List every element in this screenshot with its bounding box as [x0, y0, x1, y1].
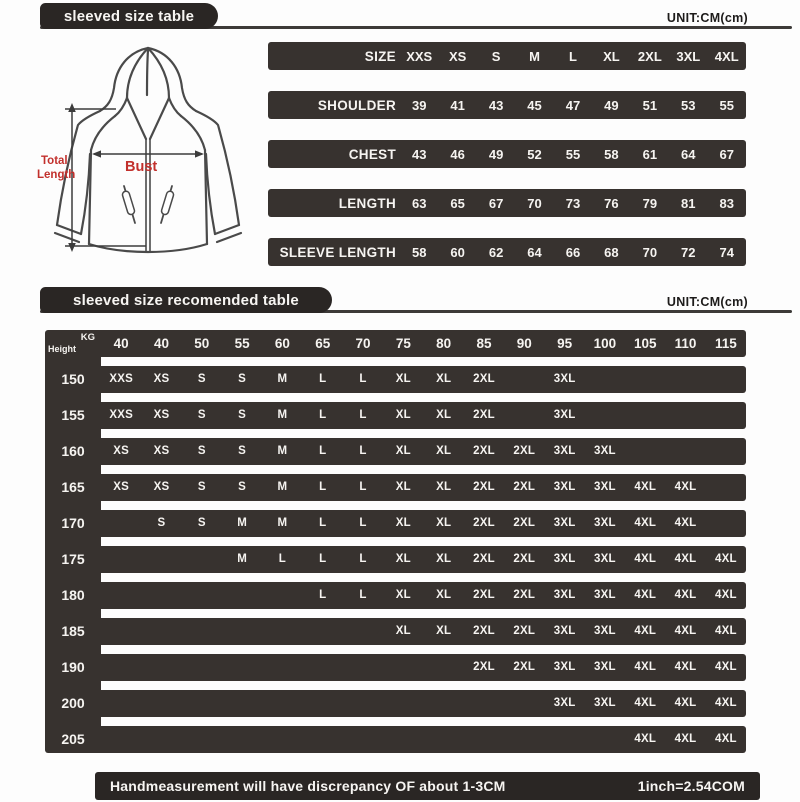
recommend-empty-cell: [343, 618, 383, 645]
size-row-label: SHOULDER: [317, 97, 396, 113]
recommend-size-cell: XL: [395, 445, 411, 457]
weight-header-cell: 70: [355, 336, 371, 351]
recommend-empty-cell: [625, 366, 665, 393]
size-value-cell: 76: [604, 195, 619, 211]
footer-disclaimer: Handmeasurement will have discrepancy OF about 1-3CM: [110, 778, 506, 794]
recommend-empty-cell: [464, 726, 504, 753]
recommend-size-cell: 2XL: [473, 373, 495, 385]
size-value-cell: 74: [719, 244, 734, 260]
weight-header-cell: 50: [194, 336, 210, 351]
size-value-cell: M: [529, 48, 540, 64]
recommend-size-cell: 3XL: [553, 661, 576, 673]
recommend-size-cell: 3XL: [594, 625, 616, 637]
recommend-empty-cell: [101, 510, 141, 537]
recommend-empty-cell: [262, 618, 302, 645]
recommend-size-cell: 4XL: [634, 481, 657, 493]
recommend-size-cell: L: [278, 553, 287, 565]
recommend-size-cell: L: [359, 553, 367, 565]
recommend-size-cell: 4XL: [634, 697, 657, 709]
recommend-size-cell: S: [238, 373, 247, 385]
height-label: 180: [61, 587, 85, 603]
recommend-size-cell: M: [277, 409, 288, 421]
recommend-row: [101, 726, 746, 753]
left-pocket-zip: [122, 190, 136, 215]
hoodie-diagram: [28, 38, 268, 280]
size-value-cell: 83: [719, 195, 734, 211]
measurement-arrows: [65, 109, 202, 246]
recommend-size-cell: 4XL: [714, 697, 737, 709]
recommend-row: [101, 402, 746, 429]
recommend-empty-cell: [262, 726, 302, 753]
size-value-cell: 73: [565, 195, 581, 211]
recommend-size-cell: 3XL: [553, 589, 576, 601]
size-value-cell: 72: [681, 244, 696, 260]
size-value-cell: 64: [681, 146, 696, 162]
recommend-size-cell: 3XL: [594, 589, 616, 601]
recommend-size-cell: S: [197, 373, 206, 385]
recommend-size-cell: 3XL: [553, 409, 576, 421]
recommend-size-cell: XL: [436, 589, 452, 601]
size-value-cell: 45: [527, 97, 542, 113]
recommend-size-cell: 4XL: [674, 661, 697, 673]
recommend-empty-cell: [424, 654, 464, 681]
height-strip: [45, 330, 101, 753]
recommend-size-cell: 4XL: [634, 553, 657, 565]
recommend-size-cell: XL: [395, 517, 411, 529]
size-row-values: [400, 98, 746, 113]
recommend-size-cell: XS: [113, 445, 130, 457]
recommend-size-cell: 3XL: [553, 553, 576, 565]
recommend-size-cell: S: [238, 445, 247, 457]
recommend-size-cell: M: [277, 517, 288, 529]
weight-header-cell: 110: [674, 336, 697, 351]
size-value-cell: 55: [565, 146, 581, 162]
recommend-empty-cell: [182, 618, 222, 645]
recommend-empty-cell: [504, 690, 544, 717]
recommend-size-cell: 3XL: [553, 517, 576, 529]
recommend-size-cell: 2XL: [473, 517, 495, 529]
recommend-size-cell: XS: [113, 481, 130, 493]
weight-header-cell: 55: [234, 336, 250, 351]
total-length-label-line2: Length: [37, 169, 76, 181]
recommend-empty-cell: [262, 690, 302, 717]
size-row-label: CHEST: [348, 146, 396, 162]
recommend-size-cell: S: [197, 481, 206, 493]
recommend-size-cell: M: [277, 481, 288, 493]
height-label: 160: [61, 443, 85, 459]
recommend-size-cell: 3XL: [594, 661, 616, 673]
recommend-row: [101, 510, 746, 537]
recommend-empty-cell: [182, 690, 222, 717]
recommend-size-cell: 4XL: [674, 481, 697, 493]
recommend-empty-cell: [665, 438, 705, 465]
recommend-empty-cell: [222, 690, 262, 717]
recommend-empty-cell: [222, 618, 262, 645]
recommend-empty-cell: [585, 726, 625, 753]
weight-header-row: [101, 330, 746, 357]
recommend-size-cell: 4XL: [674, 697, 697, 709]
size-value-cell: 55: [719, 97, 734, 113]
size-value-cell: 65: [450, 195, 465, 211]
recommend-size-cell: XL: [436, 625, 452, 637]
recommend-size-cell: XXS: [109, 373, 133, 385]
recommend-size-cell: 2XL: [473, 625, 495, 637]
weight-header-cell: 115: [714, 336, 737, 351]
weight-header-cell: 80: [436, 336, 452, 351]
recommend-row: [101, 438, 746, 465]
recommend-size-cell: 2XL: [513, 625, 536, 637]
size-value-cell: 64: [527, 244, 542, 260]
recommend-size-cell: 3XL: [594, 481, 616, 493]
recommend-size-cell: L: [319, 445, 327, 457]
hoodie-outline: [55, 48, 241, 252]
height-label: 205: [61, 731, 85, 747]
recommend-table-banner-label: sleeved size recomended table: [73, 291, 299, 309]
recommend-size-cell: S: [197, 409, 206, 421]
recommend-empty-cell: [665, 402, 705, 429]
weight-header-cell: 40: [113, 336, 129, 351]
recommend-size-cell: S: [197, 445, 206, 457]
recommend-empty-cell: [262, 654, 302, 681]
recommend-size-cell: 4XL: [634, 625, 657, 637]
size-value-cell: 52: [527, 146, 542, 162]
recommend-size-cell: 3XL: [594, 517, 616, 529]
size-value-cell: 4XL: [714, 48, 739, 64]
size-row-label: SIZE: [364, 48, 396, 64]
recommend-row: [101, 366, 746, 393]
size-table-banner-label: sleeved size table: [63, 7, 195, 25]
recommend-size-cell: M: [237, 553, 247, 565]
recommend-empty-cell: [141, 618, 181, 645]
size-row-values: [400, 196, 746, 211]
height-label: 170: [61, 515, 85, 531]
recommend-size-cell: 4XL: [634, 517, 657, 529]
size-value-cell: 60: [450, 244, 465, 260]
weight-header-cell: 85: [476, 336, 492, 351]
unit-label-top: UNIT:CM(cm): [666, 11, 748, 25]
size-value-cell: 43: [488, 97, 504, 113]
recommend-size-cell: XL: [436, 517, 452, 529]
recommend-size-cell: 2XL: [473, 661, 495, 673]
recommend-size-cell: 4XL: [714, 661, 737, 673]
size-value-cell: 43: [411, 146, 427, 162]
recommend-row: [101, 690, 746, 717]
weight-header-cell: 60: [274, 336, 290, 351]
recommend-size-cell: 4XL: [634, 733, 657, 745]
recommend-empty-cell: [706, 474, 746, 501]
recommend-size-cell: 2XL: [513, 661, 536, 673]
recommend-size-cell: L: [359, 373, 367, 385]
recommend-size-cell: L: [319, 373, 327, 385]
recommend-empty-cell: [585, 366, 625, 393]
size-value-cell: 49: [604, 97, 619, 113]
recommend-size-cell: L: [319, 553, 327, 565]
recommend-empty-cell: [141, 582, 181, 609]
recommend-size-cell: 4XL: [674, 553, 697, 565]
recommend-size-cell: 4XL: [674, 517, 697, 529]
recommend-size-cell: XL: [436, 553, 452, 565]
recommend-empty-cell: [141, 654, 181, 681]
recommend-size-cell: S: [238, 409, 247, 421]
size-value-cell: 2XL: [637, 48, 662, 64]
recommend-row: [101, 654, 746, 681]
recommend-size-cell: 2XL: [473, 481, 495, 493]
recommend-empty-cell: [706, 510, 746, 537]
recommend-size-cell: 3XL: [553, 697, 576, 709]
size-value-cell: 62: [488, 244, 504, 260]
recommend-size-cell: L: [359, 409, 367, 421]
recommend-size-cell: L: [319, 409, 327, 421]
size-value-cell: XL: [603, 48, 620, 64]
recommend-size-cell: XL: [395, 373, 411, 385]
recommend-size-cell: M: [277, 445, 288, 457]
recommend-size-cell: S: [238, 481, 247, 493]
recommend-size-cell: XS: [153, 373, 170, 385]
recommend-empty-cell: [101, 618, 141, 645]
height-label: 155: [61, 407, 85, 423]
weight-header-cell: 40: [153, 336, 169, 351]
recommend-size-cell: L: [319, 517, 327, 529]
recommend-row: [101, 546, 746, 573]
recommend-empty-cell: [222, 582, 262, 609]
recommend-size-cell: XS: [153, 481, 170, 493]
recommend-empty-cell: [544, 726, 584, 753]
recommend-size-cell: 4XL: [714, 733, 737, 745]
height-label: 190: [61, 659, 85, 675]
unit-label-bottom: UNIT:CM(cm): [666, 295, 748, 309]
recommend-empty-cell: [101, 546, 141, 573]
recommend-size-cell: 2XL: [473, 589, 495, 601]
recommend-empty-cell: [303, 654, 343, 681]
recommend-empty-cell: [383, 654, 423, 681]
recommend-size-cell: 3XL: [553, 481, 576, 493]
height-label: 175: [61, 551, 85, 567]
size-value-cell: 70: [642, 244, 658, 260]
recommend-row: [101, 582, 746, 609]
recommend-empty-cell: [182, 726, 222, 753]
recommend-size-cell: 3XL: [594, 445, 616, 457]
recommend-empty-cell: [383, 690, 423, 717]
recommend-empty-cell: [625, 438, 665, 465]
recommend-row: [101, 474, 746, 501]
size-value-cell: 53: [681, 97, 696, 113]
recommend-empty-cell: [706, 402, 746, 429]
recommend-empty-cell: [222, 654, 262, 681]
recommend-size-cell: XL: [395, 589, 411, 601]
size-value-cell: 46: [450, 146, 465, 162]
recommend-size-cell: 2XL: [513, 517, 536, 529]
recommend-size-cell: 2XL: [513, 445, 536, 457]
recommend-empty-cell: [585, 402, 625, 429]
size-value-cell: 79: [642, 195, 658, 211]
size-value-cell: 81: [681, 195, 696, 211]
recommend-size-cell: M: [277, 373, 288, 385]
recommend-size-cell: L: [359, 481, 367, 493]
recommend-empty-cell: [383, 726, 423, 753]
footer-conversion: 1inch=2.54COM: [637, 778, 745, 794]
recommend-size-cell: XL: [436, 373, 452, 385]
recommend-empty-cell: [101, 582, 141, 609]
size-value-cell: 58: [604, 146, 619, 162]
size-row-label: LENGTH: [338, 195, 396, 211]
recommend-size-cell: 2XL: [513, 481, 536, 493]
recommend-size-cell: 4XL: [714, 589, 737, 601]
recommend-size-cell: 2XL: [473, 409, 495, 421]
size-value-cell: 66: [565, 244, 581, 260]
recommend-size-cell: XL: [436, 445, 452, 457]
size-value-cell: 61: [642, 146, 658, 162]
recommend-size-cell: 3XL: [594, 697, 616, 709]
size-row-values: [400, 147, 746, 162]
size-row-values: [400, 49, 746, 64]
weight-header-cell: 105: [633, 336, 657, 351]
size-value-cell: 51: [642, 97, 658, 113]
size-value-cell: S: [491, 48, 501, 64]
recommend-empty-cell: [101, 726, 141, 753]
weight-header-cell: 90: [516, 336, 532, 351]
recommend-empty-cell: [222, 726, 262, 753]
height-label: 185: [61, 623, 85, 639]
recommend-size-cell: 3XL: [553, 445, 576, 457]
recommend-size-cell: 4XL: [674, 733, 697, 745]
recommend-empty-cell: [424, 726, 464, 753]
size-table-row: [268, 238, 746, 266]
recommend-size-cell: XL: [395, 553, 411, 565]
size-value-cell: 63: [411, 195, 427, 211]
recommend-empty-cell: [504, 402, 544, 429]
recommend-size-cell: XL: [436, 481, 452, 493]
corner-kg-label: KG: [80, 332, 95, 343]
recommend-size-cell: XL: [395, 409, 411, 421]
recommend-empty-cell: [343, 690, 383, 717]
recommend-size-cell: S: [197, 517, 206, 529]
recommend-empty-cell: [303, 618, 343, 645]
recommend-row: [101, 618, 746, 645]
recommend-size-cell: 2XL: [473, 445, 495, 457]
size-table-row: [268, 140, 746, 168]
weight-header-cell: 65: [315, 336, 331, 351]
recommend-empty-cell: [182, 654, 222, 681]
recommend-empty-cell: [141, 690, 181, 717]
size-row-values: [400, 245, 746, 260]
recommend-size-cell: 3XL: [553, 625, 576, 637]
recommend-table-banner: [40, 287, 332, 313]
size-value-cell: 47: [565, 97, 581, 113]
recommend-size-cell: XL: [395, 625, 411, 637]
weight-header-cell: 95: [557, 336, 573, 351]
recommend-empty-cell: [504, 366, 544, 393]
recommend-empty-cell: [343, 654, 383, 681]
size-value-cell: 3XL: [676, 48, 701, 64]
corner-height-label: Height: [48, 344, 76, 354]
size-value-cell: 58: [411, 244, 427, 260]
size-table-row: [268, 189, 746, 217]
size-value-cell: 49: [488, 146, 504, 162]
recommend-size-cell: 4XL: [714, 553, 737, 565]
recommend-size-cell: 4XL: [634, 661, 657, 673]
size-row-label: SLEEVE LENGTH: [279, 244, 396, 260]
recommend-empty-cell: [706, 366, 746, 393]
recommend-size-cell: XXS: [109, 409, 133, 421]
recommend-size-cell: M: [237, 517, 247, 529]
recommend-size-cell: XL: [436, 409, 452, 421]
recommend-empty-cell: [706, 438, 746, 465]
height-label: 150: [61, 371, 85, 387]
size-value-cell: 67: [488, 195, 504, 211]
recommend-empty-cell: [182, 546, 222, 573]
size-table-rows: [268, 42, 746, 287]
recommend-empty-cell: [262, 582, 302, 609]
size-value-cell: XS: [448, 48, 467, 64]
recommend-size-cell: L: [359, 517, 367, 529]
right-pocket-zip: [161, 190, 175, 215]
recommend-size-cell: S: [157, 517, 166, 529]
recommend-table: [45, 330, 746, 753]
recommend-size-cell: L: [359, 589, 367, 601]
recommend-size-cell: 4XL: [674, 625, 697, 637]
recommend-size-cell: 2XL: [513, 589, 536, 601]
recommend-size-cell: 2XL: [473, 553, 495, 565]
recommend-size-cell: 4XL: [674, 589, 697, 601]
recommend-size-cell: XS: [153, 409, 170, 421]
recommend-size-cell: XS: [153, 445, 170, 457]
recommend-empty-cell: [625, 402, 665, 429]
bust-label: Bust: [125, 159, 158, 175]
recommend-empty-cell: [303, 690, 343, 717]
footer-bar: [95, 772, 760, 800]
height-label: 200: [61, 695, 85, 711]
recommend-size-cell: L: [319, 481, 327, 493]
recommend-empty-cell: [182, 582, 222, 609]
recommend-size-cell: L: [359, 445, 367, 457]
recommend-size-cell: 3XL: [594, 553, 616, 565]
recommend-size-cell: 4XL: [714, 625, 737, 637]
size-value-cell: 70: [527, 195, 542, 211]
size-value-cell: 41: [450, 97, 465, 113]
weight-header-cell: 75: [395, 336, 411, 351]
recommend-empty-cell: [303, 726, 343, 753]
recommend-size-cell: 4XL: [634, 589, 657, 601]
recommend-empty-cell: [141, 726, 181, 753]
height-label: 165: [61, 479, 85, 495]
size-table-row: [268, 91, 746, 119]
recommend-size-cell: 2XL: [513, 553, 536, 565]
recommend-empty-cell: [343, 726, 383, 753]
recommend-empty-cell: [424, 690, 464, 717]
recommend-empty-cell: [141, 546, 181, 573]
recommend-empty-cell: [504, 726, 544, 753]
recommend-empty-cell: [464, 690, 504, 717]
recommend-empty-cell: [101, 654, 141, 681]
size-table-row: [268, 42, 746, 70]
recommend-size-cell: L: [319, 589, 327, 601]
weight-header-cell: 100: [593, 336, 617, 351]
recommend-size-cell: XL: [395, 481, 411, 493]
size-value-cell: XXS: [406, 48, 433, 64]
size-value-cell: 68: [604, 244, 619, 260]
size-table-banner: [40, 3, 218, 29]
size-value-cell: L: [568, 48, 577, 64]
size-value-cell: 39: [411, 97, 427, 113]
size-value-cell: 67: [719, 146, 734, 162]
recommend-empty-cell: [101, 690, 141, 717]
recommend-empty-cell: [665, 366, 705, 393]
total-length-label-line1: Total: [41, 155, 68, 167]
recommend-size-cell: 3XL: [553, 373, 576, 385]
